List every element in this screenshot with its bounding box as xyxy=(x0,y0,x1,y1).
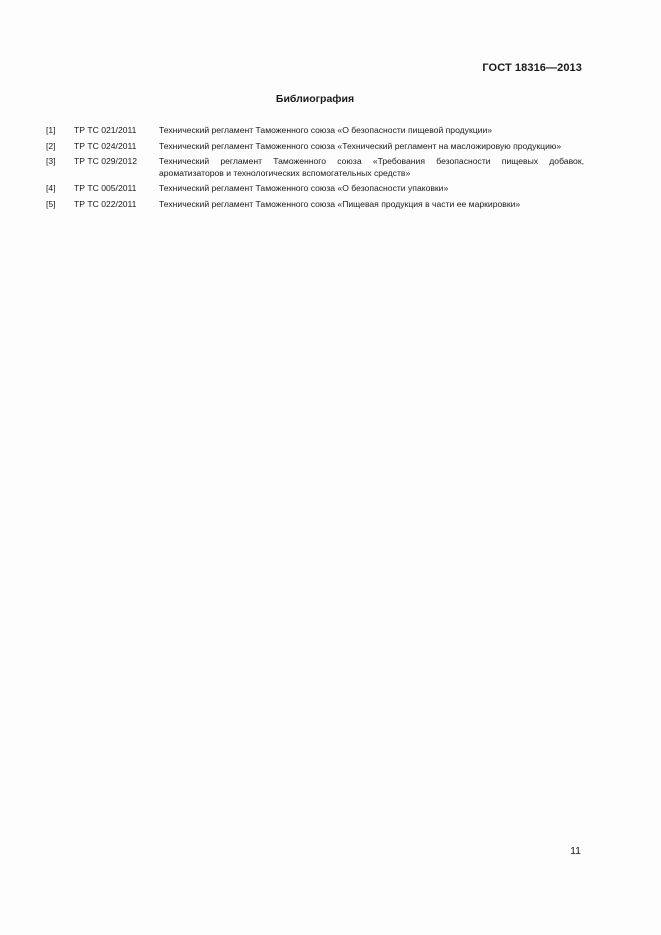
entry-description: Технический регламент Таможенного союза «Требования безопасности пищевых добавок, ароматизаторов и технологических вспомогательных средств» xyxy=(159,156,584,178)
entry-code: ТР ТС 024/2011 xyxy=(74,140,137,151)
document-code: ГОСТ 18316—2013 xyxy=(482,62,582,74)
page-number: 11 xyxy=(570,845,581,857)
entry-description: Технический регламент Таможенного союза «О безопасности упаковки» xyxy=(159,183,449,193)
entry-description: Технический регламент Таможенного союза «О безопасности пищевой продукции» xyxy=(159,125,493,135)
bibliography-entry xyxy=(46,125,584,137)
entry-description: Технический регламент Таможенного союза «Технический регламент на масложировую продукцию» xyxy=(159,140,562,151)
entry-number: [5] xyxy=(46,198,56,209)
entry-code: ТР ТС 005/2011 xyxy=(74,183,137,193)
bibliography-entry xyxy=(46,156,584,179)
entry-number: [4] xyxy=(46,183,56,193)
bibliography-entry xyxy=(46,141,584,153)
entry-code: ТР ТС 029/2012 xyxy=(74,156,138,166)
entry-description: Технический регламент Таможенного союза «Пищевая продукция в части ее маркировки» xyxy=(159,198,521,209)
entry-number: [1] xyxy=(46,125,56,135)
entry-number: [3] xyxy=(46,156,56,166)
entry-code: ТР ТС 021/2011 xyxy=(74,125,137,135)
entry-number: [2] xyxy=(46,140,56,151)
bibliography-entry xyxy=(46,183,584,195)
bibliography-entry xyxy=(46,199,584,211)
section-title: Библиография xyxy=(275,93,355,105)
bibliography-list xyxy=(46,125,584,214)
entry-code: ТР ТС 022/2011 xyxy=(74,198,137,209)
